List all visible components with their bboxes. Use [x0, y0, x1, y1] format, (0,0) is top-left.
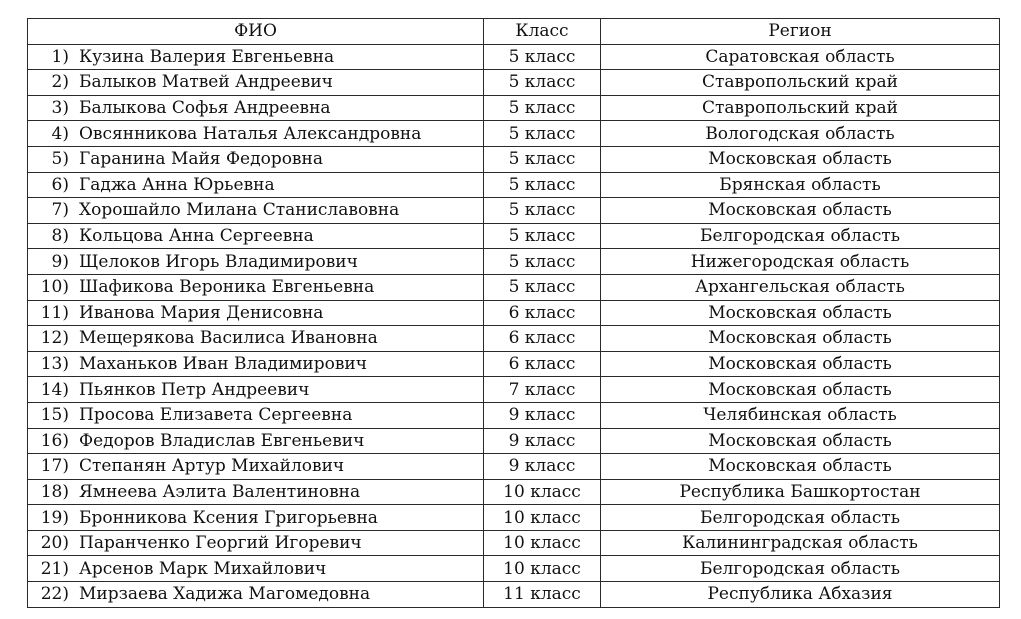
region-cell: Московская область	[601, 300, 1000, 326]
region-cell: Московская область	[601, 146, 1000, 172]
region-cell: Московская область	[601, 351, 1000, 377]
table-row	[28, 351, 1000, 377]
table-row	[28, 582, 1000, 608]
fio-cell	[28, 351, 484, 377]
participant-name: Пьянков Петр Андреевич	[79, 379, 310, 400]
table-row	[28, 223, 1000, 249]
table-row	[28, 454, 1000, 480]
row-number: 19)	[40, 507, 69, 528]
participant-name: Гаранина Майя Федоровна	[79, 149, 323, 170]
table-row	[28, 377, 1000, 403]
table-row	[28, 95, 1000, 121]
class-cell: 5 класс	[484, 198, 601, 224]
participant-name: Мещерякова Василиса Ивановна	[79, 328, 378, 349]
fio-cell	[28, 377, 484, 403]
participant-name: Паранченко Георгий Игоревич	[79, 533, 362, 554]
row-number: 15)	[40, 405, 69, 426]
row-number: 14)	[40, 379, 69, 400]
fio-cell	[28, 249, 484, 275]
table-row	[28, 530, 1000, 556]
region-cell: Белгородская область	[601, 505, 1000, 531]
region-cell: Республика Абхазия	[601, 582, 1000, 608]
fio-cell	[28, 198, 484, 224]
fio-cell	[28, 582, 484, 608]
class-cell: 10 класс	[484, 505, 601, 531]
region-cell: Республика Башкортостан	[601, 479, 1000, 505]
region-cell: Московская область	[601, 198, 1000, 224]
fio-cell	[28, 70, 484, 96]
region-cell: Челябинская область	[601, 402, 1000, 428]
row-number: 11)	[40, 302, 69, 323]
region-cell: Московская область	[601, 454, 1000, 480]
region-cell: Саратовская область	[601, 44, 1000, 70]
region-cell: Вологодская область	[601, 121, 1000, 147]
table-row	[28, 556, 1000, 582]
participant-name: Мирзаева Хадижа Магомедовна	[79, 584, 371, 605]
participant-name: Хорошайло Милана Станиславовна	[79, 200, 400, 221]
header-fio: ФИО	[28, 19, 484, 45]
class-cell: 9 класс	[484, 454, 601, 480]
table-row	[28, 505, 1000, 531]
table-row	[28, 326, 1000, 352]
fio-cell	[28, 454, 484, 480]
row-number: 10)	[40, 277, 69, 298]
fio-cell	[28, 172, 484, 198]
participant-name: Балыкова Софья Андреевна	[79, 98, 331, 119]
region-cell: Калининградская область	[601, 530, 1000, 556]
row-number: 3)	[51, 98, 69, 119]
table-row	[28, 402, 1000, 428]
table-row	[28, 70, 1000, 96]
class-cell: 10 класс	[484, 479, 601, 505]
participant-name: Арсенов Марк Михайлович	[79, 558, 327, 579]
participant-name: Кузина Валерия Евгеньевна	[79, 46, 335, 67]
participant-name: Степанян Артур Михайлович	[79, 456, 345, 477]
header-row	[28, 19, 1000, 45]
region-cell: Московская область	[601, 326, 1000, 352]
class-cell: 7 класс	[484, 377, 601, 403]
header-region: Регион	[601, 19, 1000, 45]
fio-cell	[28, 95, 484, 121]
class-cell: 11 класс	[484, 582, 601, 608]
participant-name: Шафикова Вероника Евгеньевна	[79, 277, 375, 298]
participant-name: Овсянникова Наталья Александровна	[79, 123, 422, 144]
participant-name: Маханьков Иван Владимирович	[79, 354, 367, 375]
row-number: 20)	[40, 533, 69, 554]
region-cell: Белгородская область	[601, 223, 1000, 249]
class-cell: 9 класс	[484, 428, 601, 454]
participant-name: Иванова Мария Денисовна	[79, 302, 324, 323]
table-row	[28, 428, 1000, 454]
participant-name: Ямнеева Аэлита Валентиновна	[79, 481, 361, 502]
row-number: 13)	[40, 354, 69, 375]
row-number: 4)	[51, 123, 69, 144]
table-row	[28, 146, 1000, 172]
fio-cell	[28, 121, 484, 147]
class-cell: 5 класс	[484, 146, 601, 172]
table-row	[28, 121, 1000, 147]
class-cell: 5 класс	[484, 95, 601, 121]
participant-name: Щелоков Игорь Владимирович	[79, 251, 358, 272]
class-cell: 9 класс	[484, 402, 601, 428]
fio-cell	[28, 146, 484, 172]
region-cell: Ставропольский край	[601, 70, 1000, 96]
table-row	[28, 44, 1000, 70]
table-row	[28, 249, 1000, 275]
row-number: 6)	[51, 174, 69, 195]
participant-name: Бронникова Ксения Григорьевна	[79, 507, 378, 528]
fio-cell	[28, 300, 484, 326]
fio-cell	[28, 556, 484, 582]
region-cell: Нижегородская область	[601, 249, 1000, 275]
class-cell: 10 класс	[484, 556, 601, 582]
participant-name: Балыков Матвей Андреевич	[79, 72, 333, 93]
table-row	[28, 300, 1000, 326]
region-cell: Архангельская область	[601, 274, 1000, 300]
class-cell: 5 класс	[484, 70, 601, 96]
region-cell: Московская область	[601, 377, 1000, 403]
class-cell: 5 класс	[484, 274, 601, 300]
participants-table	[27, 18, 1000, 608]
table-row	[28, 479, 1000, 505]
region-cell: Ставропольский край	[601, 95, 1000, 121]
participant-name: Федоров Владислав Евгеньевич	[79, 430, 365, 451]
row-number: 2)	[51, 72, 69, 93]
row-number: 21)	[40, 558, 69, 579]
table-row	[28, 274, 1000, 300]
table-row	[28, 172, 1000, 198]
class-cell: 5 класс	[484, 44, 601, 70]
participant-name: Гаджа Анна Юрьевна	[79, 174, 275, 195]
participant-name: Просова Елизавета Сергеевна	[79, 405, 353, 426]
fio-cell	[28, 428, 484, 454]
region-cell: Брянская область	[601, 172, 1000, 198]
class-cell: 6 класс	[484, 351, 601, 377]
fio-cell	[28, 274, 484, 300]
row-number: 12)	[40, 328, 69, 349]
fio-cell	[28, 402, 484, 428]
region-cell: Московская область	[601, 428, 1000, 454]
table-body	[28, 44, 1000, 607]
table-header	[28, 19, 1000, 45]
row-number: 22)	[40, 584, 69, 605]
row-number: 1)	[51, 46, 69, 67]
row-number: 7)	[51, 200, 69, 221]
table-row	[28, 198, 1000, 224]
class-cell: 5 класс	[484, 121, 601, 147]
class-cell: 6 класс	[484, 326, 601, 352]
fio-cell	[28, 479, 484, 505]
fio-cell	[28, 505, 484, 531]
fio-cell	[28, 44, 484, 70]
fio-cell	[28, 326, 484, 352]
header-class: Класс	[484, 19, 601, 45]
row-number: 16)	[40, 430, 69, 451]
row-number: 8)	[51, 226, 69, 247]
row-number: 5)	[51, 149, 69, 170]
fio-cell	[28, 223, 484, 249]
class-cell: 5 класс	[484, 223, 601, 249]
class-cell: 5 класс	[484, 249, 601, 275]
class-cell: 6 класс	[484, 300, 601, 326]
row-number: 18)	[40, 481, 69, 502]
row-number: 9)	[51, 251, 69, 272]
region-cell: Белгородская область	[601, 556, 1000, 582]
class-cell: 5 класс	[484, 172, 601, 198]
participant-name: Кольцова Анна Сергеевна	[79, 226, 314, 247]
class-cell: 10 класс	[484, 530, 601, 556]
row-number: 17)	[40, 456, 69, 477]
fio-cell	[28, 530, 484, 556]
